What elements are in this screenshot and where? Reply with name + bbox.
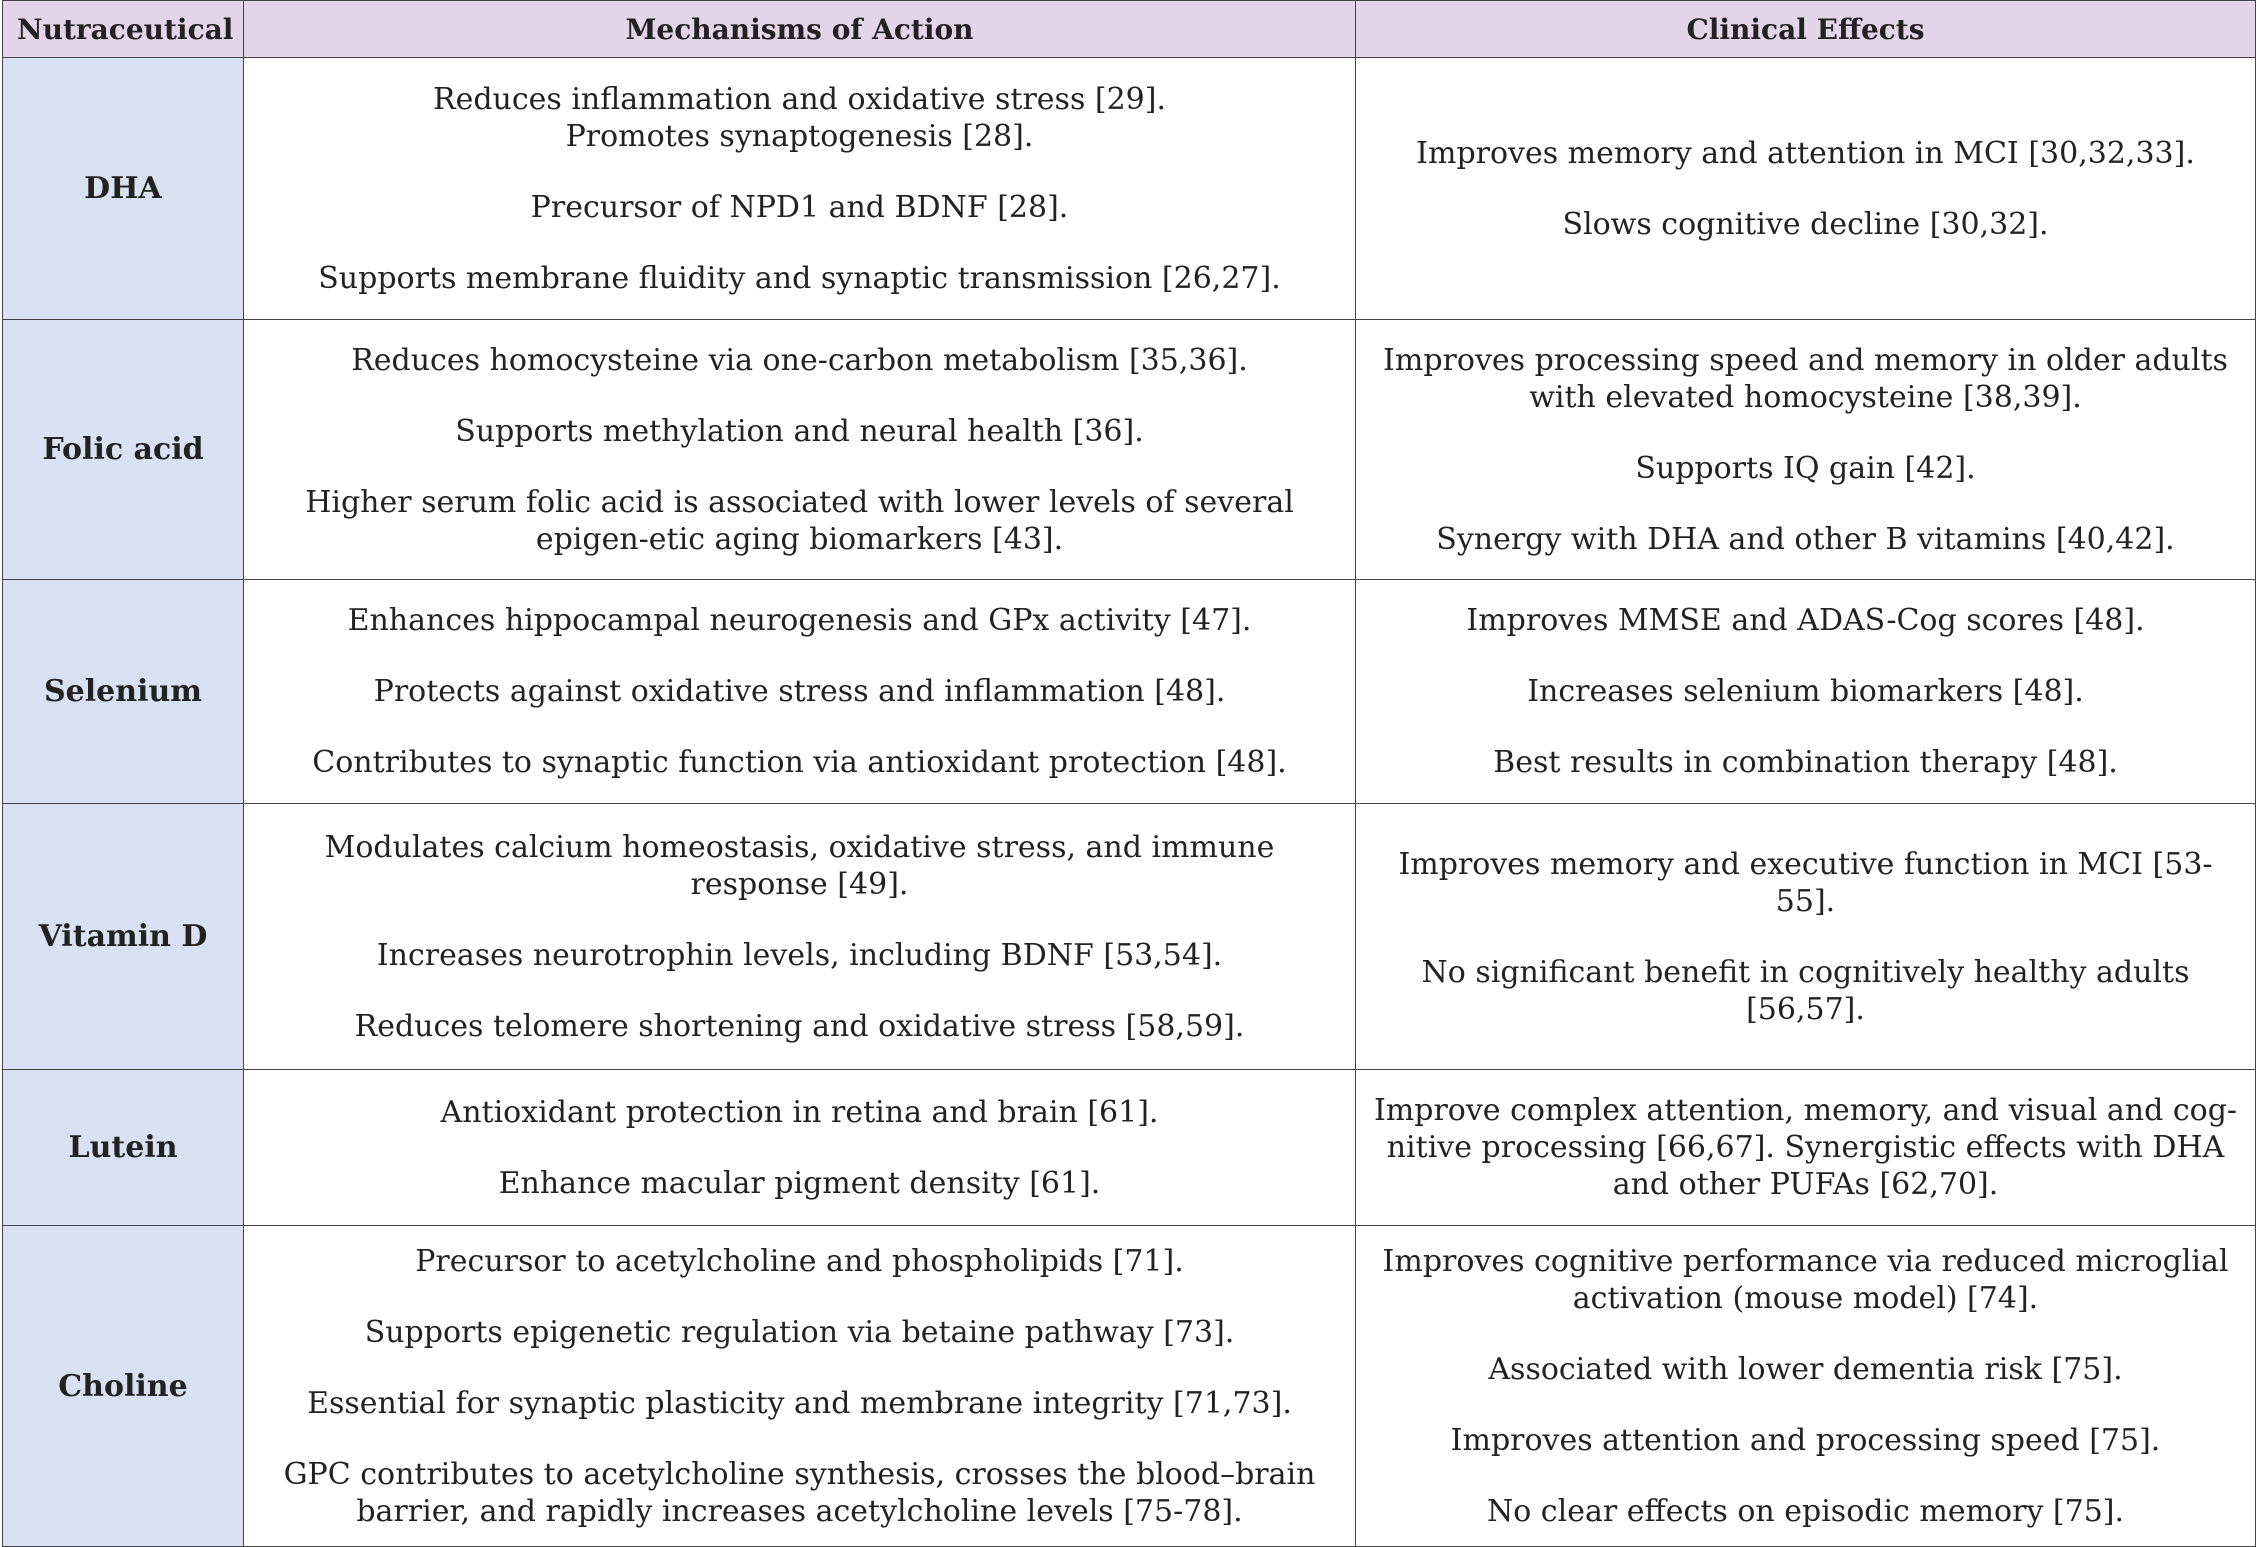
table-row <box>3 580 2256 804</box>
table-row <box>3 58 2256 320</box>
table-row <box>3 1226 2256 1547</box>
table-row <box>3 1070 2256 1226</box>
clinical-effects-cell <box>1356 1226 2256 1547</box>
mechanism-text: Higher serum folic acid is associated with lower levels of several epigen-etic aging biomarkers [43]. <box>305 484 1294 557</box>
mechanisms-cell <box>244 804 1356 1070</box>
clinical-effect-text: Slows cognitive decline [30,32]. <box>1562 206 2049 242</box>
clinical-effect-text: Increases selenium biomarkers [48]. <box>1527 674 2084 709</box>
table-row <box>3 320 2256 580</box>
header-row <box>3 1 2256 58</box>
mechanism-text: Increases neurotrophin levels, including BDNF [53,54]. <box>376 937 1223 973</box>
clinical-effect-text: Supports IQ gain [42]. <box>1635 450 1976 486</box>
clinical-effect-text: No significant benefit in cognitively healthy adults [56,57]. <box>1421 954 2190 1027</box>
nutraceutical-name: Vitamin D <box>3 804 244 1070</box>
nutraceutical-name: DHA <box>3 58 244 320</box>
clinical-effect-text: Improves cognitive performance via reduced microglial activation (mouse model) [74]. <box>1382 1243 2229 1316</box>
mechanism-text: Precursor of NPD1 and BDNF [28]. <box>530 189 1069 225</box>
mechanisms-cell <box>244 1070 1356 1226</box>
table-body <box>3 58 2256 1547</box>
clinical-effect-text: Improves memory and attention in MCI [30,32,33]. <box>1416 135 2195 171</box>
mechanism-text: Enhance macular pigment density [61]. <box>498 1165 1101 1201</box>
clinical-effect-text: Best results in combination therapy [48]. <box>1493 745 2118 780</box>
mechanism-text: Precursor to acetylcholine and phospholipids [71]. <box>415 1243 1184 1279</box>
header-mechanisms: Mechanisms of Action <box>244 1 1356 58</box>
mechanism-text: Enhances hippocampal neurogenesis and GPx activity [47]. <box>347 603 1252 638</box>
mechanism-text: Promotes synaptogenesis [28]. <box>565 118 1034 154</box>
clinical-effects-cell <box>1356 1070 2256 1226</box>
clinical-effects-cell <box>1356 58 2256 320</box>
nutraceutical-name: Folic acid <box>3 320 244 580</box>
mechanism-text: Antioxidant protection in retina and brain [61]. <box>440 1094 1159 1130</box>
clinical-effect-text: Synergy with DHA and other B vitamins [40,42]. <box>1436 521 2175 557</box>
mechanism-text: Reduces inflammation and oxidative stress [29]. <box>432 81 1166 117</box>
clinical-effect-text: Associated with lower dementia risk [75]. <box>1488 1351 2123 1387</box>
mechanisms-cell <box>244 320 1356 580</box>
mechanism-text: Contributes to synaptic function via antioxidant protection [48]. <box>312 745 1287 780</box>
mechanism-text: Supports epigenetic regulation via betaine pathway [73]. <box>364 1314 1235 1350</box>
table-row <box>3 804 2256 1070</box>
clinical-effect-text: Improves memory and executive function in MCI [53-55]. <box>1398 846 2213 919</box>
mechanisms-cell <box>244 580 1356 804</box>
mechanism-group <box>258 81 1341 155</box>
clinical-effect-text: Improve complex attention, memory, and visual and cog-nitive processing [66,67]. Synergistic effects with DHA and other PUFAs [62,70]. <box>1373 1093 2238 1202</box>
mechanisms-cell <box>244 58 1356 320</box>
mechanism-text: Supports membrane fluidity and synaptic transmission [26,27]. <box>318 260 1281 296</box>
clinical-effect-text: Improves MMSE and ADAS-Cog scores [48]. <box>1466 603 2145 638</box>
nutraceutical-name: Selenium <box>3 580 244 804</box>
clinical-effects-cell <box>1356 580 2256 804</box>
mechanism-text: Essential for synaptic plasticity and membrane integrity [71,73]. <box>307 1385 1292 1421</box>
clinical-effect-text: Improves processing speed and memory in older adults with elevated homocysteine [38,39]. <box>1383 342 2228 415</box>
mechanism-text: Supports methylation and neural health [36]. <box>455 413 1144 449</box>
clinical-effect-text: Improves attention and processing speed [75]. <box>1450 1422 2161 1458</box>
nutraceutical-name: Choline <box>3 1226 244 1547</box>
clinical-effect-text: No clear effects on episodic memory [75]. <box>1486 1493 2125 1529</box>
table-header <box>3 1 2256 58</box>
clinical-effects-cell <box>1356 804 2256 1070</box>
mechanism-text: Modulates calcium homeostasis, oxidative stress, and immune response [49]. <box>324 829 1275 902</box>
header-nutraceutical: Nutraceutical <box>3 1 244 58</box>
mechanism-text: Protects against oxidative stress and inflammation [48]. <box>373 674 1226 709</box>
nutraceutical-name: Lutein <box>3 1070 244 1226</box>
mechanism-text: GPC contributes to acetylcholine synthesis, crosses the blood–brain barrier, and rapidly increases acetylcholine levels [75-78]. <box>283 1456 1316 1529</box>
mechanism-text: Reduces telomere shortening and oxidative stress [58,59]. <box>354 1008 1245 1044</box>
clinical-effects-cell <box>1356 320 2256 580</box>
nutraceutical-table <box>2 0 2256 1547</box>
mechanisms-cell <box>244 1226 1356 1547</box>
mechanism-text: Reduces homocysteine via one-carbon metabolism [35,36]. <box>351 342 1248 378</box>
header-clinical-effects: Clinical Effects <box>1356 1 2256 58</box>
